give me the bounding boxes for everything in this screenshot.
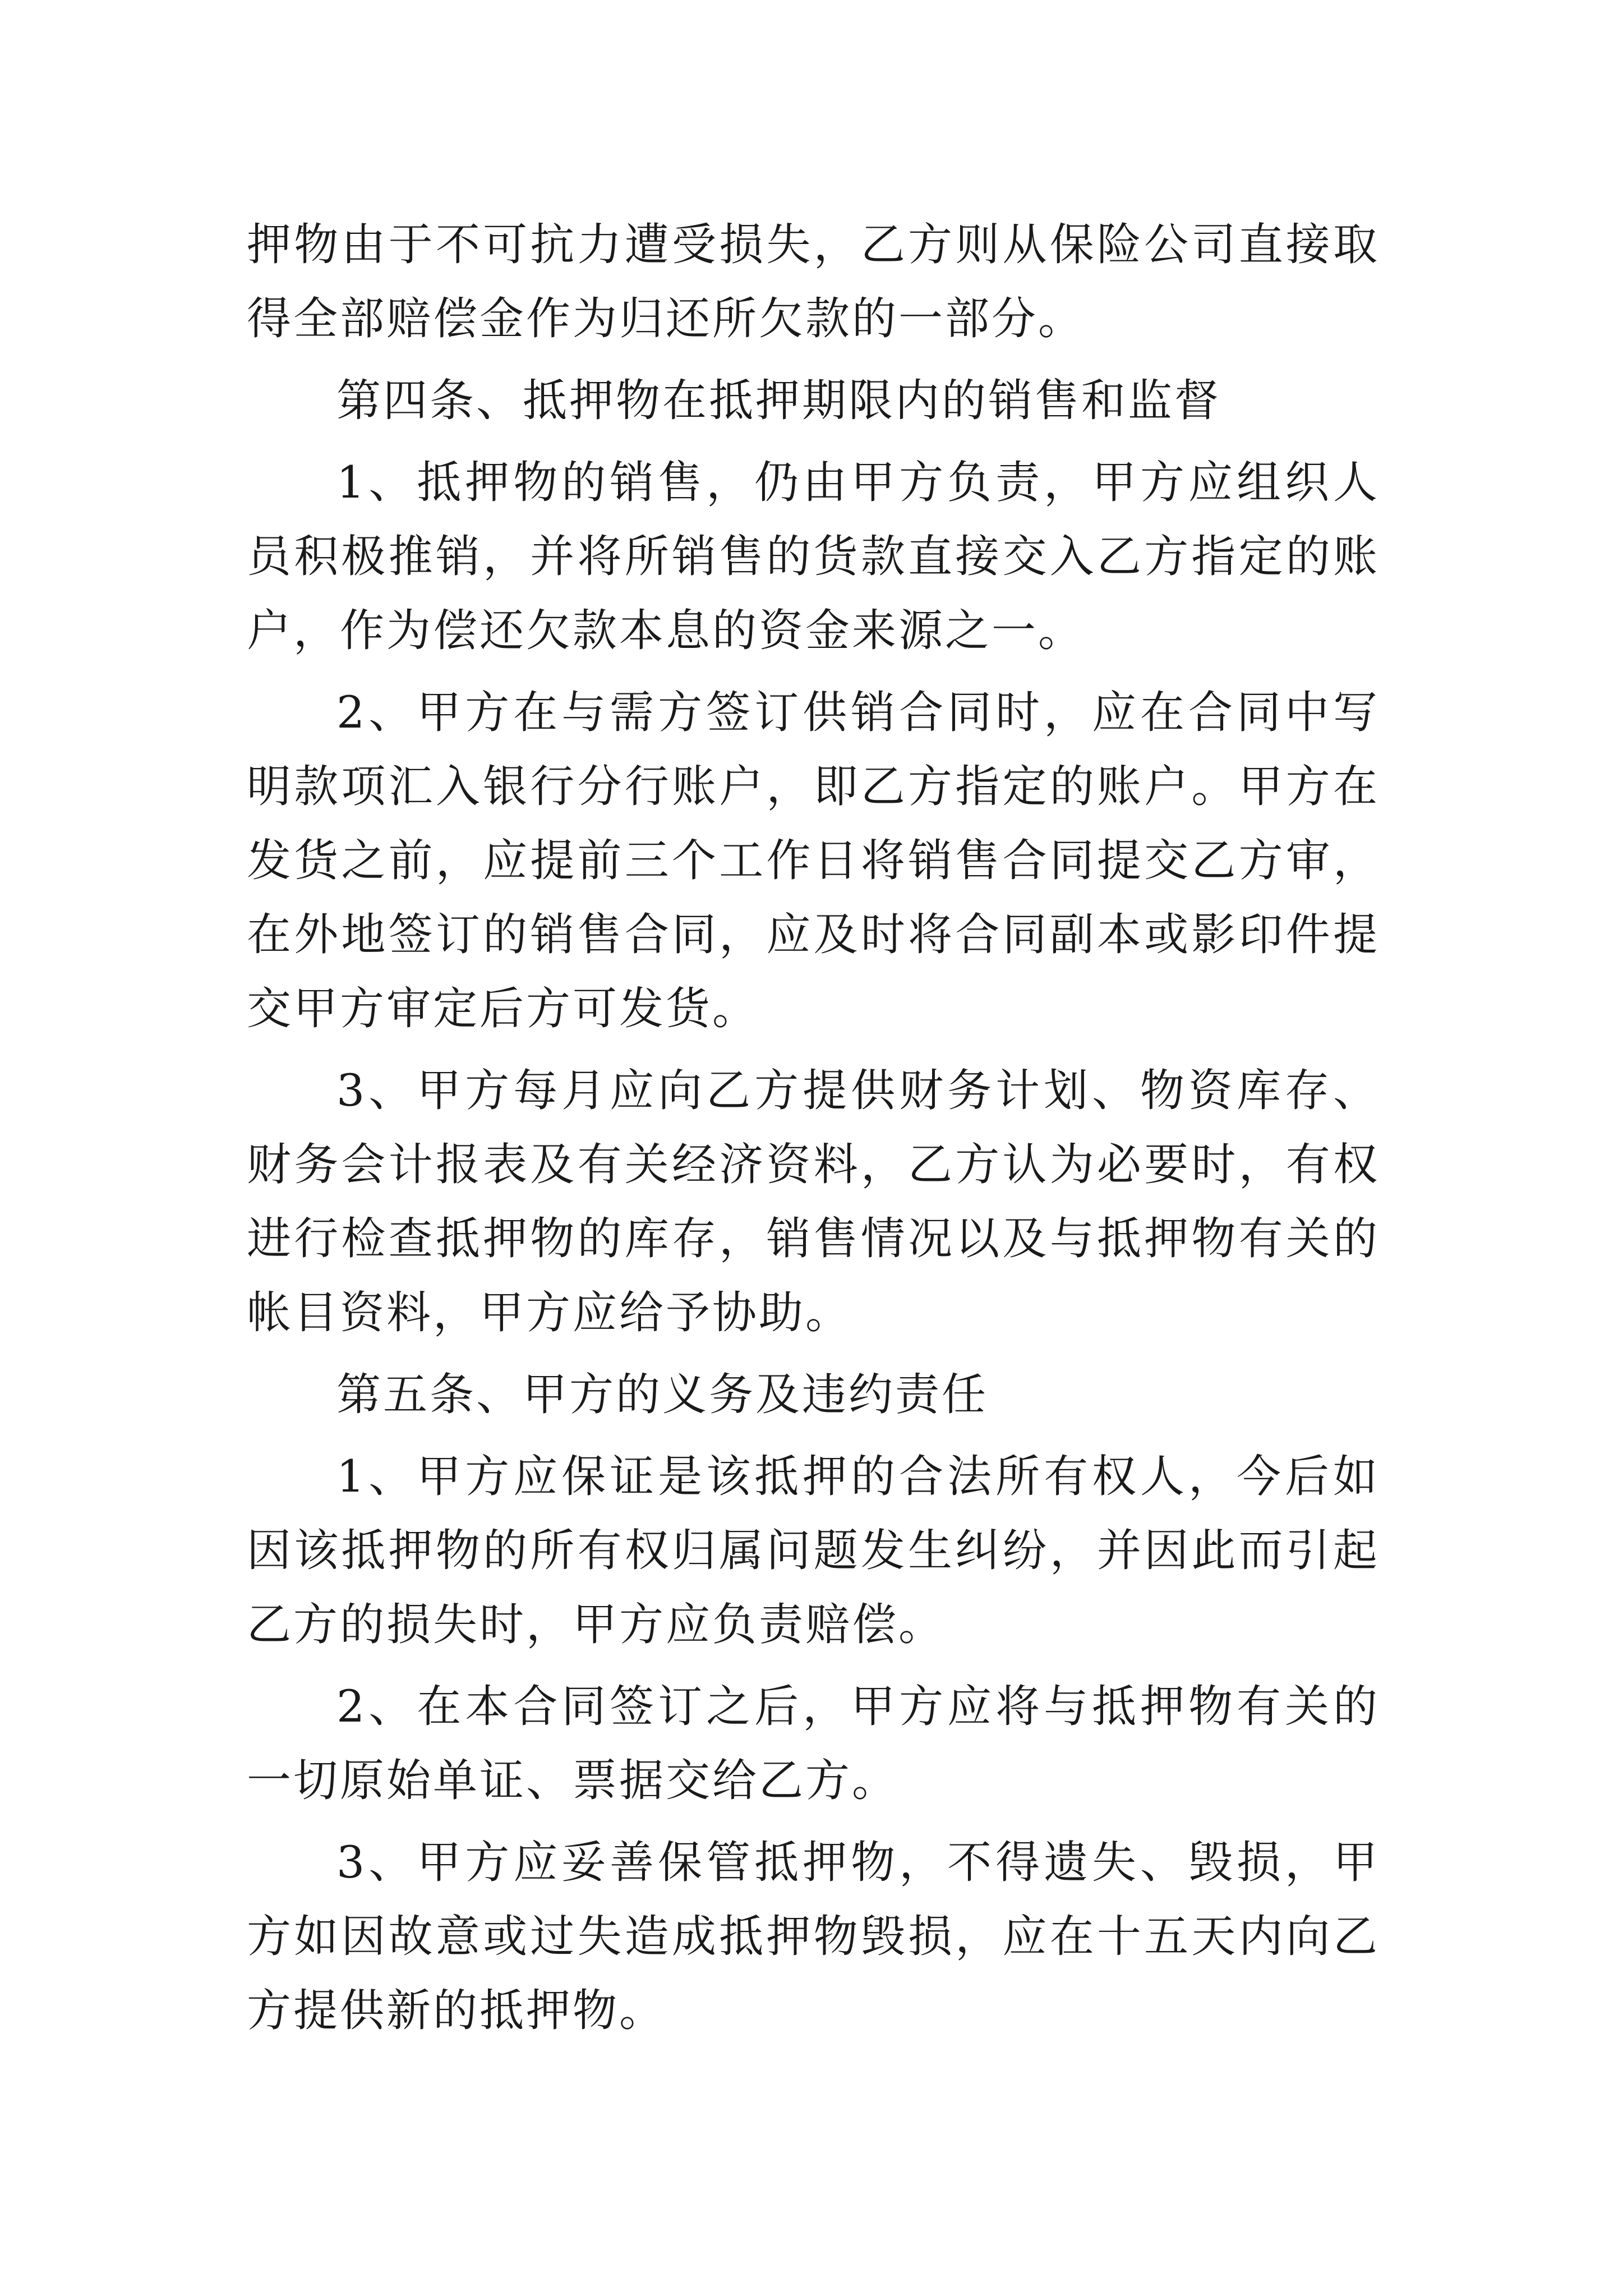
article-4-item-2: 2、甲方在与需方签订供销合同时，应在合同中写明款项汇入银行分行账户，即乙方指定的账户。甲方在发货之前，应提前三个工作日将销售合同提交乙方审，在外地签订的销售合同，应及时将合同副本或影印件提交甲方审定后方可发货。 xyxy=(247,687,1380,1034)
article-4-item-3: 3、甲方每月应向乙方提供财务计划、物资库存、财务会计报表及有关经济资料，乙方认为必要时，有权进行检查抵押物的库存，销售情况以及与抵押物有关的帐目资料，甲方应给予协助。 xyxy=(247,1065,1380,1338)
article-5-item-2: 2、在本合同签订之后，甲方应将与抵押物有关的一切原始单证、票据交给乙方。 xyxy=(247,1681,1380,1806)
article-4-item-1: 1、抵押物的销售，仍由甲方负责，甲方应组织人员积极推销，并将所销售的货款直接交入乙方指定的账户，作为偿还欠款本息的资金来源之一。 xyxy=(247,457,1380,656)
article-5-item-3: 3、甲方应妥善保管抵押物，不得遗失、毁损，甲方如因故意或过失造成抵押物毁损，应在十五天内向乙方提供新的抵押物。 xyxy=(247,1837,1380,2036)
document-body xyxy=(247,208,1380,2055)
article-5-item-1: 1、甲方应保证是该抵押的合法所有权人，今后如因该抵押物的所有权归属问题发生纠纷，并因此而引起乙方的损失时，甲方应负责赔偿。 xyxy=(247,1451,1380,1650)
article-4-heading: 第四条、抵押物在抵押期限内的销售和监督 xyxy=(336,375,1221,426)
paragraph-continuation: 押物由于不可抗力遭受损失，乙方则从保险公司直接取得全部赔偿金作为归还所欠款的一部分。 xyxy=(247,219,1380,344)
article-5-heading: 第五条、甲方的义务及违约责任 xyxy=(336,1369,988,1420)
